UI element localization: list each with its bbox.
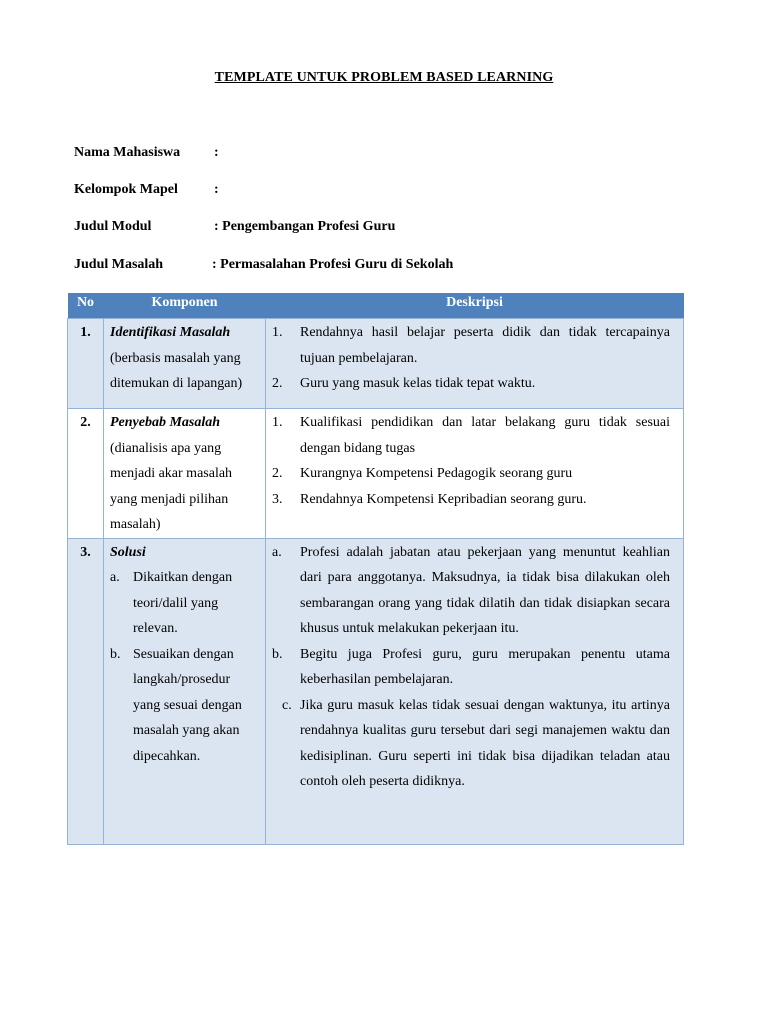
- komponen-cell: [104, 409, 266, 539]
- header-komponen: Komponen: [104, 293, 266, 319]
- list-text: Jika guru masuk kelas tidak sesuai dengan waktunya, itu artinya rendahnya kualitas guru tersebut dari segi manajemen waktu dan kedisiplinan. Guru seperti ini tidak bisa dijadikan teladan atau contoh oleh peserta didiknya.: [300, 697, 670, 789]
- list-text: Guru yang masuk kelas tidak tepat waktu.: [300, 376, 536, 391]
- komponen-title: Penyebab Masalah: [110, 415, 221, 430]
- list-marker: c.: [282, 697, 292, 713]
- list-marker: a.: [272, 544, 282, 560]
- field-label: Kelompok Mapel: [74, 182, 178, 197]
- list-marker: 2.: [272, 376, 283, 391]
- list-item: [270, 410, 670, 461]
- list-item: [270, 487, 670, 513]
- deskripsi-cell: [266, 538, 684, 844]
- document-title: TEMPLATE UNTUK PROBLEM BASED LEARNING: [214, 70, 554, 85]
- table-row: [68, 409, 684, 539]
- list-marker: 3.: [272, 491, 283, 507]
- list-text: Kualifikasi pendidikan dan latar belakang guru tidak sesuai dengan bidang tugas: [300, 415, 670, 456]
- list-marker: 1.: [272, 415, 283, 430]
- komponen-title: Solusi: [110, 544, 146, 560]
- list-marker: b.: [110, 646, 121, 662]
- header-no: No: [68, 293, 104, 319]
- list-text: Kurangnya Kompetensi Pedagogik seorang guru: [300, 466, 573, 481]
- deskripsi-cell: [266, 319, 684, 409]
- komponen-note: (dianalisis apa yang menjadi akar masalah yang menjadi pilihan masalah): [110, 440, 233, 532]
- field-value: : Permasalahan Profesi Guru di Sekolah: [212, 257, 454, 272]
- field-value: :: [214, 182, 219, 197]
- deskripsi-cell: [266, 409, 684, 539]
- list-marker: a.: [110, 570, 120, 585]
- list-text: Profesi adalah jabatan atau pekerjaan yang menuntut keahlian dari para anggotanya. Maksudnya, ia tidak bisa dilakukan oleh sembarangan orang yang tidak dilatih dan tidak disiapkan secara khusus untuk melakukan pekerjaan itu.: [300, 544, 670, 636]
- list-item: [270, 461, 670, 487]
- komponen-cell: [104, 319, 266, 409]
- list-marker: 1.: [272, 325, 283, 340]
- field-label: Judul Masalah: [74, 257, 164, 272]
- list-marker: b.: [272, 646, 283, 662]
- header-deskripsi: Deskripsi: [266, 293, 684, 319]
- table-row: [68, 538, 684, 844]
- komponen-title: Identifikasi Masalah: [110, 325, 231, 340]
- row-number: 2.: [68, 409, 104, 539]
- row-number: 1.: [68, 319, 104, 409]
- list-item: [270, 693, 670, 795]
- list-item: [270, 371, 670, 397]
- list-text: Dikaitkan dengan teori/dalil yang relevan.: [133, 570, 233, 636]
- row-number: 3.: [68, 538, 104, 844]
- list-item: [270, 320, 670, 371]
- table-header-row: [68, 293, 684, 319]
- komponen-cell: [104, 538, 266, 844]
- list-text: Sesuaikan dengan langkah/prosedur yang sesuai dengan masalah yang akan dipecahkan.: [133, 646, 242, 764]
- list-marker: 2.: [272, 466, 283, 481]
- komponen-note: (berbasis masalah yang ditemukan di lapangan): [110, 350, 243, 391]
- list-text: Begitu juga Profesi guru, guru merupakan penentu utama keberhasilan pembelajaran.: [300, 646, 670, 687]
- list-item: [270, 540, 670, 642]
- komponen-subitem: [110, 565, 259, 642]
- list-text: Rendahnya Kompetensi Kepribadian seorang guru.: [300, 491, 587, 507]
- table-row: [68, 319, 684, 409]
- field-label: Judul Modul: [74, 219, 152, 234]
- field-value: :: [214, 145, 219, 160]
- list-item: [270, 642, 670, 693]
- komponen-subitem: [110, 642, 259, 770]
- pbl-table: [67, 293, 684, 845]
- list-text: Rendahnya hasil belajar peserta didik dan tidak tercapainya tujuan pembelajaran.: [300, 325, 670, 366]
- field-label: Nama Mahasiswa: [74, 145, 181, 160]
- field-value: : Pengembangan Profesi Guru: [214, 219, 396, 234]
